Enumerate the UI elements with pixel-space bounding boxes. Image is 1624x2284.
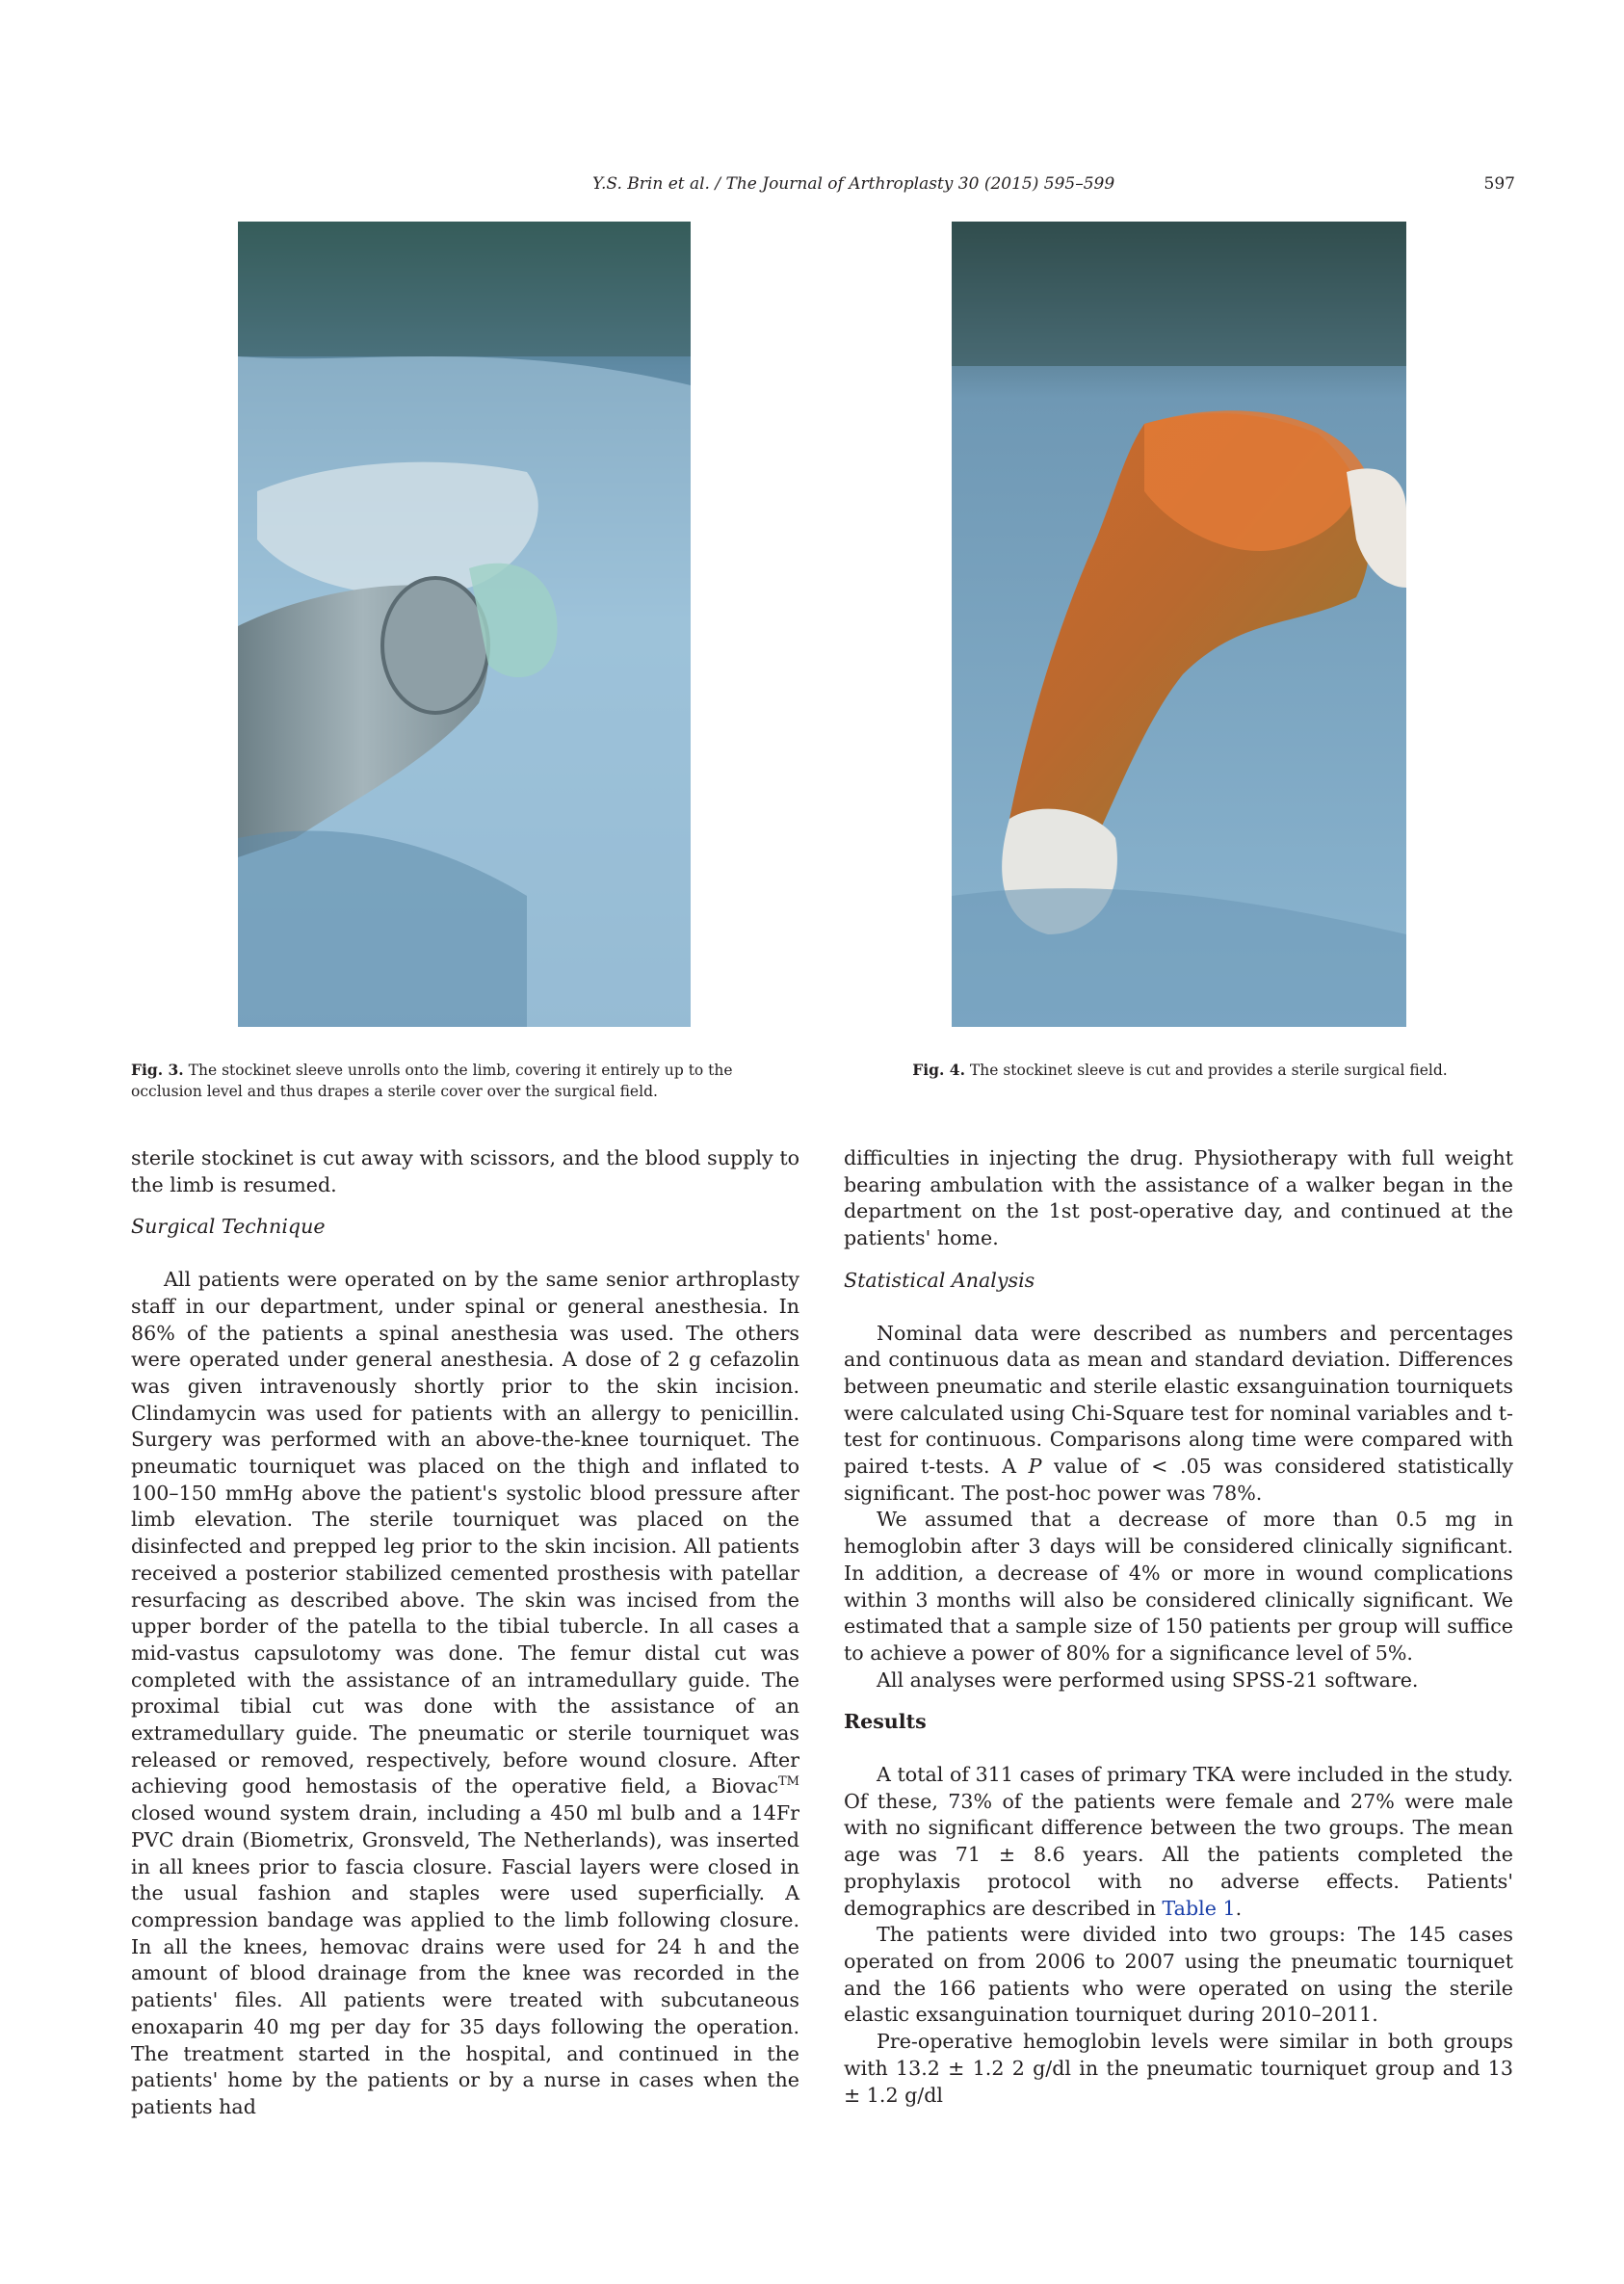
figure-3-photo bbox=[238, 222, 691, 1027]
figure-4-photo bbox=[952, 222, 1406, 1027]
figure-4-illustration bbox=[952, 222, 1406, 1027]
background-equipment bbox=[952, 222, 1406, 366]
right-column bbox=[844, 1145, 1513, 2109]
background-equipment bbox=[238, 222, 691, 356]
figure-3-illustration bbox=[238, 222, 691, 1027]
paragraph: The patients were divided into two groups: The 145 cases operated on from 2006 to 2007 using the pneumatic tourniquet and the 166 patients who were operated on using the sterile elastic exsanguination tourniquet during 2010–2011. bbox=[844, 1923, 1513, 2027]
section-heading-results: Results bbox=[844, 1710, 927, 1734]
figure-4-caption-text: The stockinet sleeve is cut and provides a sterile surgical field. bbox=[965, 1062, 1448, 1079]
figure-3-caption bbox=[131, 1060, 805, 1102]
paragraph: Nominal data were described as numbers and percentages and continuous data as mean and standard deviation. Differences between pneumatic and sterile elastic exsanguination tourniquets were calculated using Chi-Square test for nominal variables and t-test for continuous. Comparisons along time were compared with paired t-tests. A P value of < .05 was considered statistically significant. The post-hoc power was 78%. bbox=[844, 1321, 1513, 1505]
paragraph: All analyses were performed using SPSS-21 software. bbox=[877, 1667, 1419, 1692]
sleeve-roll bbox=[382, 578, 488, 713]
figure-3-label: Fig. 3. bbox=[131, 1061, 184, 1079]
paragraph: We assumed that a decrease of more than 0.5 mg in hemoglobin after 3 days will be considered clinically significant. In addition, a decrease of 4% or more in wound complications within 3 months will also be considered clinically significant. We estimated that a sample size of 150 patients per group will suffice to achieve a power of 80% for a significance level of 5%. bbox=[844, 1508, 1513, 1665]
paragraph: difficulties in injecting the drug. Physiotherapy with full weight bearing ambulation with the assistance of a walker began in the department on the 1st post-operative day, and continued at the patients' home. bbox=[844, 1146, 1513, 1250]
paragraph: All patients were operated on by the same senior arthroplasty staff in our department, under spinal or general anesthesia. In 86% of the patients a spinal anesthesia was used. The others were operated under general anesthesia. A dose of 2 g cefazolin was given intravenously shortly prior to the skin incision. Clindamycin was used for patients with an allergy to penicillin. Surgery was performed with an above-the-knee tourniquet. The pneumatic tourniquet was placed on the thigh and inflated to 100–150 mmHg above the patient's systolic blood pressure after limb elevation. The sterile tourniquet was placed on the disinfected and prepped leg prior to the skin incision. All patients received a posterior stabilized cemented prosthesis with patellar resurfacing as described above. The skin was incised from the upper border of the patella to the tibial tubercle. In all cases a mid-vastus capsulotomy was done. The femur distal cut was completed with the assistance of an intramedullary guide. The proximal tibial cut was done with the assistance of an extramedullary guide. The pneumatic or sterile tourniquet was released or removed, respectively, before wound closure. After achieving good hemostasis of the operative field, a Biovac™ closed wound system drain, including a 450 ml bulb and a 14Fr PVC drain (Biometrix, Gronsveld, The Netherlands), was inserted in all knees prior to fascia closure. Fascial layers were closed in the usual fashion and staples were used superficially. A compression bandage was applied to the limb following closure. In all the knees, hemovac drains were used for 24 h and the amount of blood drainage from the knee was recorded in the patients' files. All patients were treated with subcutaneous enoxaparin 40 mg per day for 35 days following the operation. The treatment started in the hospital, and continued in the patients' home by the patients or by a nurse in cases when the patients had bbox=[131, 1268, 799, 2118]
paragraph: Pre-operative hemoglobin levels were similar in both groups with 13.2 ± 1.2 2 g/dl in the pneumatic tourniquet group and 13 ± 1.2 g/dl bbox=[844, 2030, 1513, 2107]
running-head: Y.S. Brin et al. / The Journal of Arthroplasty 30 (2015) 595–599 bbox=[592, 174, 1115, 194]
table-1-link[interactable]: Table 1 bbox=[1162, 1896, 1236, 1920]
figure-4-caption bbox=[848, 1060, 1512, 1081]
running-header bbox=[0, 174, 1624, 201]
section-heading-surgical-technique: Surgical Technique bbox=[131, 1215, 326, 1239]
section-heading-statistical-analysis: Statistical Analysis bbox=[844, 1268, 1035, 1292]
paragraph: sterile stockinet is cut away with scissors, and the blood supply to the limb is resumed. bbox=[131, 1146, 799, 1196]
figure-4-label: Fig. 4. bbox=[912, 1061, 965, 1079]
left-column bbox=[131, 1145, 799, 2121]
figure-3-caption-text: The stockinet sleeve unrolls onto the limb, covering it entirely up to the occlusion level and thus drapes a sterile cover over the surgical field. bbox=[131, 1062, 733, 1100]
page-number: 597 bbox=[1483, 174, 1515, 194]
paragraph: A total of 311 cases of primary TKA were included in the study. Of these, 73% of the patients were female and 27% were male with no significant difference between the two groups. The mean age was 71 ± 8.6 years. All the patients completed the prophylaxis protocol with no adverse effects. Patients' demographics are described in Table 1. bbox=[844, 1763, 1513, 1920]
